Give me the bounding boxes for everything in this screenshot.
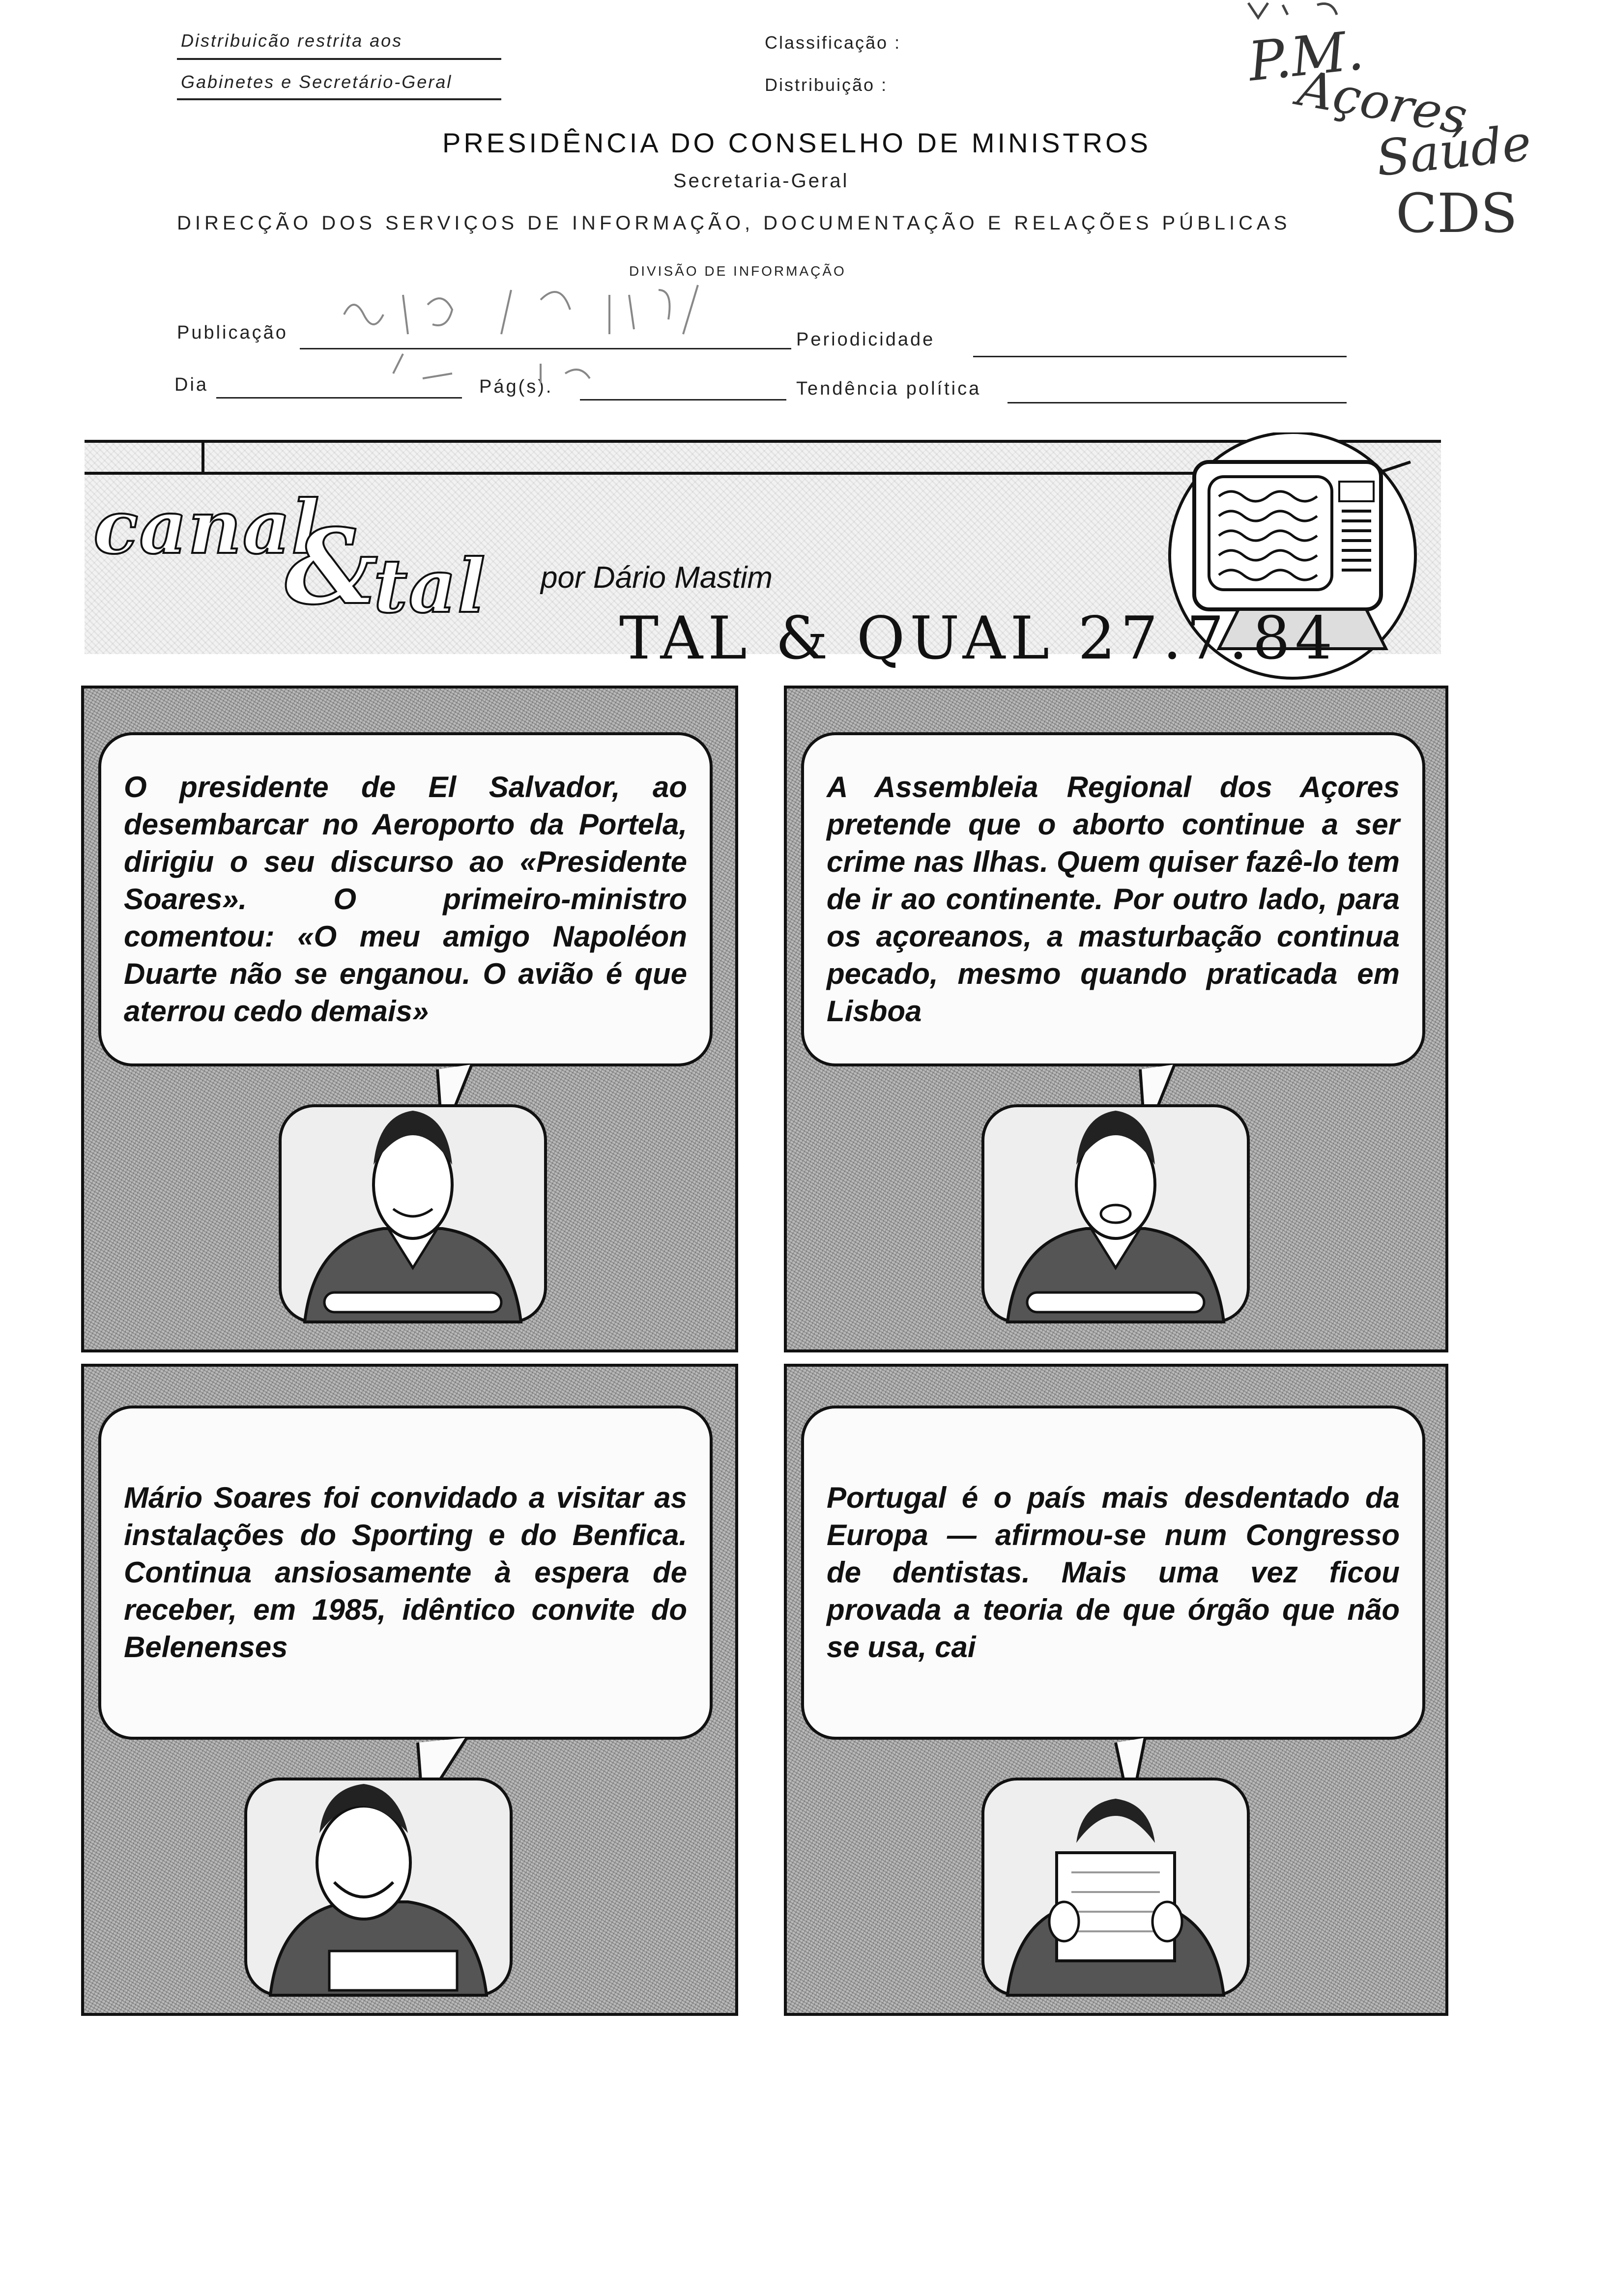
secretaria-subtitle: Secretaria-Geral [673,170,849,192]
news-anchor-4-icon [968,1735,1263,2000]
handwritten-note-pm: P.M. [1245,19,1367,93]
periodicidade-field [973,356,1347,357]
news-anchor-2-icon [968,1062,1263,1327]
speech-bubble-2-text: A Assembleia Regional dos Açores pretende que o aborto continue a ser crime nas Ilhas. Quem quiser fazê-lo tem de ir ao continente. Por outro lado, para os açoreanos, a masturbação continua pecado, mesmo quando praticada em Lisboa [827,771,1400,1028]
comic-byline: por Dário Mastim [541,561,773,595]
comic-band-tick [202,440,204,474]
speech-bubble-4-text: Portugal é o país mais desdentado da Europa — afirmou-se num Congresso de dentistas. Mais uma vez ficou provada a teoria de que órgão que não se usa, cai [827,1481,1400,1664]
periodicidade-label: Periodicidade [796,329,935,350]
speech-bubble-2 [801,732,1425,1066]
department-title: DIRECÇÃO DOS SERVIÇOS DE INFORMAÇÃO, DOCUMENTAÇÃO E RELAÇÕES PÚBLICAS [177,212,1291,234]
logo-word-canal: canal [93,484,320,571]
dia-label: Dia [174,374,209,395]
speech-bubble-1-text: O presidente de El Salvador, ao desembarcar no Aeroporto da Portela, dirigiu o seu discurso ao «Presidente Soares». O primeiro-ministro comentou: «O meu amigo Napoléon Duarte não se enganou. O avião é que aterrou cedo demais» [124,771,687,1028]
distribution-underline [177,58,501,60]
news-anchor-3-icon [231,1735,526,2000]
handwritten-note-cds: CDS [1396,182,1518,245]
speech-bubble-3 [98,1406,713,1740]
handwritten-note-acores: Açores [1294,59,1472,146]
speech-bubble-1 [98,732,713,1066]
logo-ampersand: & [285,506,379,628]
distribuicao-label: Distribuição : [765,75,888,95]
news-anchor-1-icon [265,1062,560,1327]
tendencia-field [1008,402,1347,403]
publication-stamp: TAL & QUAL 27.7.84 [619,604,1338,673]
classificacao-label: Classificação : [765,32,901,53]
publicacao-label: Publicação [177,322,288,343]
tendencia-label: Tendência política [796,378,981,399]
distribution-line-2: Gabinetes e Secretário-Geral [181,72,453,92]
division-title: DIVISÃO DE INFORMAÇÃO [629,263,846,279]
speech-bubble-3-text: Mário Soares foi convidado a visitar as instalações do Sporting e do Benfica. Continua ansiosamente à espera de receber, em 1985, idêntico convite do Belenenses [124,1481,687,1664]
distribution-underline-2 [177,98,501,100]
distribution-line-1: Distribuicão restrita aos [181,30,403,51]
speech-bubble-4 [801,1406,1425,1740]
presidency-title: PRESIDÊNCIA DO CONSELHO DE MINISTROS [442,127,1151,158]
handwriting-scribble [334,275,796,403]
pags-label: Pág(s). [479,376,553,397]
handwritten-note-saude: Saúde [1373,114,1534,188]
logo-word-tal: tal [374,543,487,630]
